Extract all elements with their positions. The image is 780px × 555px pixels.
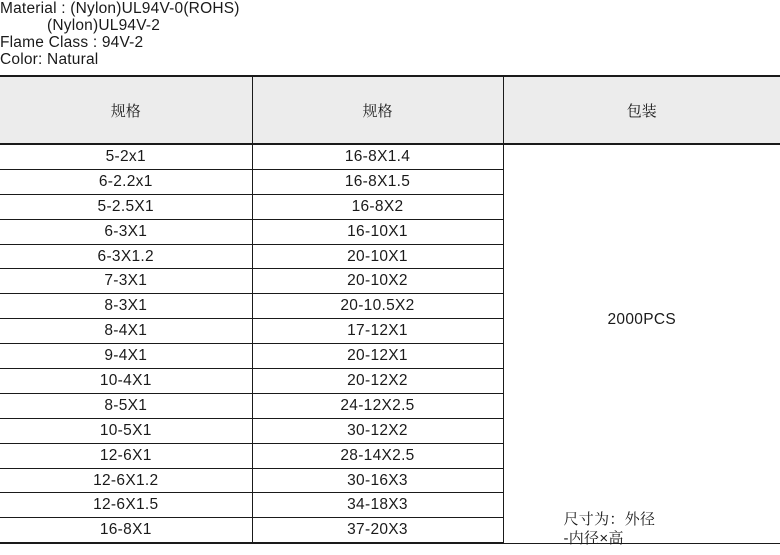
size-cell-left: 12-6X1.2 (0, 468, 252, 493)
dimension-note-line-1: 尺寸为：外径 (563, 511, 656, 528)
size-cell-right: 17-12X1 (252, 319, 503, 344)
material-line: Material : (Nylon)UL94V-0(ROHS) (0, 0, 240, 17)
size-cell-left: 8-3X1 (0, 294, 252, 319)
size-cell-right: 20-10X2 (252, 269, 503, 294)
size-cell-right: 20-12X2 (252, 369, 503, 394)
size-cell-left: 6-2.2x1 (0, 169, 252, 194)
header-packaging: 包装 (503, 76, 780, 144)
size-cell-right: 16-10X1 (252, 219, 503, 244)
packaging-value: 2000PCS (607, 311, 676, 328)
size-cell-right: 20-10X1 (252, 244, 503, 269)
size-cell-right: 24-12X2.5 (252, 393, 503, 418)
spec-block (0, 0, 240, 68)
size-cell-left: 6-3X1 (0, 219, 252, 244)
table-body (0, 144, 780, 547)
size-cell-right: 37-20X3 (252, 518, 503, 543)
size-cell-left: 16-8X1 (0, 518, 252, 543)
size-cell-left: 10-5X1 (0, 418, 252, 443)
header-spec-1: 规格 (0, 76, 252, 144)
size-cell-right: 30-16X3 (252, 468, 503, 493)
header-spec-2: 规格 (252, 76, 503, 144)
material-line-alt: (Nylon)UL94V-2 (47, 17, 161, 34)
size-cell-left: 7-3X1 (0, 269, 252, 294)
size-cell-right: 34-18X3 (252, 493, 503, 518)
dimension-note-line-2: -内径×高 (563, 530, 624, 547)
size-cell-right: 28-14X2.5 (252, 443, 503, 468)
table-header-row (0, 76, 780, 144)
color-line: Color: Natural (0, 51, 99, 68)
flame-class-line: Flame Class : 94V-2 (0, 34, 144, 51)
size-cell-left: 5-2.5X1 (0, 194, 252, 219)
size-cell-right: 20-10.5X2 (252, 294, 503, 319)
size-cell-right: 20-12X1 (252, 344, 503, 369)
size-cell-right: 16-8X1.4 (252, 144, 503, 169)
size-cell-right: 30-12X2 (252, 418, 503, 443)
size-cell-right: 16-8X2 (252, 194, 503, 219)
table-row (0, 144, 780, 169)
size-cell-left: 9-4X1 (0, 344, 252, 369)
size-cell-left: 12-6X1 (0, 443, 252, 468)
size-cell-left: 10-4X1 (0, 369, 252, 394)
size-cell-left: 5-2x1 (0, 144, 252, 169)
dimension-note (564, 510, 656, 548)
size-cell-right: 16-8X1.5 (252, 169, 503, 194)
packaging-cell (503, 144, 780, 547)
size-cell-left: 12-6X1.5 (0, 493, 252, 518)
size-cell-left: 8-4X1 (0, 319, 252, 344)
size-cell-left: 6-3X1.2 (0, 244, 252, 269)
size-table (0, 75, 780, 547)
size-cell-left: 8-5X1 (0, 393, 252, 418)
